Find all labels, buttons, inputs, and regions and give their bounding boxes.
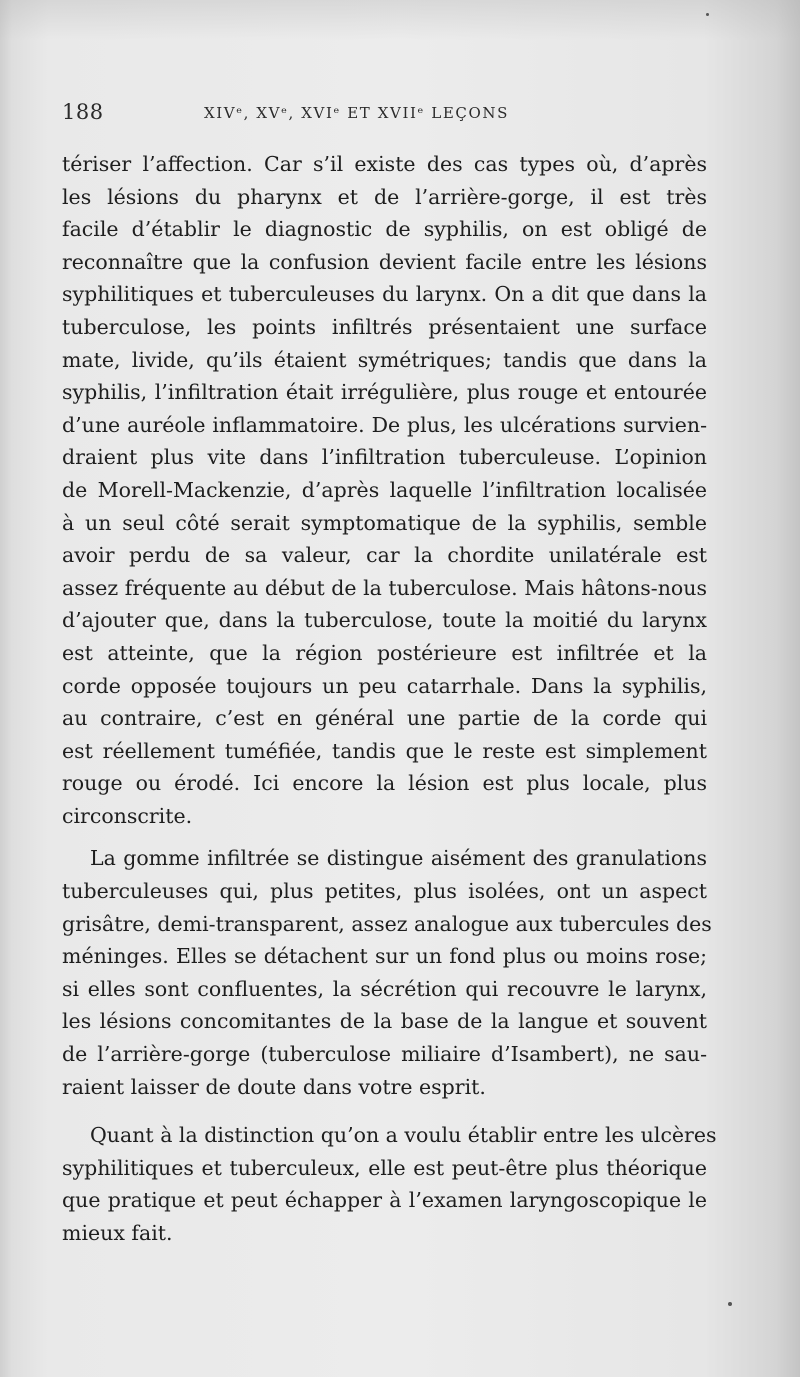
paper-speck <box>706 13 709 16</box>
text-line: de l’arrière-gorge (tuberculose miliaire d’Isambert), ne sau- <box>62 1042 707 1067</box>
text-line: raient laisser de doute dans votre esprit. <box>62 1074 486 1099</box>
text-line: d’ajouter que, dans la tuberculose, toute la moitié du larynx <box>62 608 707 633</box>
paragraph-2 <box>62 842 712 1103</box>
text-line: syphilitiques et tuberculeuses du larynx. On a dit que dans la <box>62 282 707 307</box>
text-line: rouge ou érodé. Ici encore la lésion est plus locale, plus <box>62 771 707 796</box>
body-text <box>62 148 717 1250</box>
text-line: syphilitiques et tuberculeux, elle est peut-être plus théorique <box>62 1155 707 1180</box>
text-line: d’une auréole inflammatoire. De plus, les ulcérations survien- <box>62 412 707 437</box>
page-edge-shadow <box>0 0 800 40</box>
page-number: 188 <box>62 100 104 124</box>
text-line: avoir perdu de sa valeur, car la chordite unilatérale est <box>62 543 707 568</box>
text-line: au contraire, c’est en général une partie de la corde qui <box>62 706 707 731</box>
running-header <box>0 100 800 130</box>
text-line: mieux fait. <box>62 1221 173 1245</box>
text-line: à un seul côté serait symptomatique de la syphilis, semble <box>62 510 707 535</box>
paragraph-1 <box>62 148 707 832</box>
text-line: assez fréquente au début de la tuberculose. Mais hâtons-nous <box>62 575 707 600</box>
text-line: les lésions concomitantes de la base de la langue et souvent <box>62 1009 707 1034</box>
text-line: draient plus vite dans l’infiltration tuberculeuse. L’opinion <box>62 445 707 470</box>
text-line: que pratique et peut échapper à l’examen laryngoscopique le <box>62 1188 707 1213</box>
text-line: méninges. Elles se détachent sur un fond plus ou moins rose; <box>62 944 707 969</box>
text-line: syphilis, l’infiltration était irrégulière, plus rouge et entourée <box>62 380 707 405</box>
text-line: est réellement tuméfiée, tandis que le reste est simplement <box>62 738 707 763</box>
text-line: les lésions du pharynx et de l’arrière-gorge, il est très <box>62 184 707 209</box>
text-line: si elles sont confluentes, la sécrétion qui recouvre le larynx, <box>62 976 707 1001</box>
text-line: Quant à la distinction qu’on a voulu établir entre les ulcères <box>90 1123 717 1148</box>
running-title: XIVᵉ, XVᵉ, XVIᵉ ET XVIIᵉ LEÇONS <box>204 104 509 122</box>
text-line: est atteinte, que la région postérieure est infiltrée et la <box>62 640 707 665</box>
paper-speck <box>728 1302 732 1306</box>
text-line: de Morell-Mackenzie, d’après laquelle l’infiltration localisée <box>62 477 707 502</box>
text-line: grisâtre, demi-transparent, assez analogue aux tubercules des <box>62 911 712 936</box>
paragraph-3 <box>62 1119 717 1249</box>
text-line: corde opposée toujours un peu catarrhale. Dans la syphilis, <box>62 673 707 698</box>
text-line: facile d’établir le diagnostic de syphilis, on est obligé de <box>62 217 707 242</box>
text-line: La gomme infiltrée se distingue aisément des granulations <box>90 846 707 871</box>
text-line: tuberculose, les points infiltrés présentaient une surface <box>62 314 707 339</box>
text-line: mate, livide, qu’ils étaient symétriques; tandis que dans la <box>62 347 707 372</box>
text-line: reconnaître que la confusion devient facile entre les lésions <box>62 249 707 274</box>
text-line: tuberculeuses qui, plus petites, plus isolées, ont un aspect <box>62 879 707 904</box>
text-line: tériser l’affection. Car s’il existe des cas types où, d’après <box>62 152 707 176</box>
text-line: circonscrite. <box>62 803 193 828</box>
